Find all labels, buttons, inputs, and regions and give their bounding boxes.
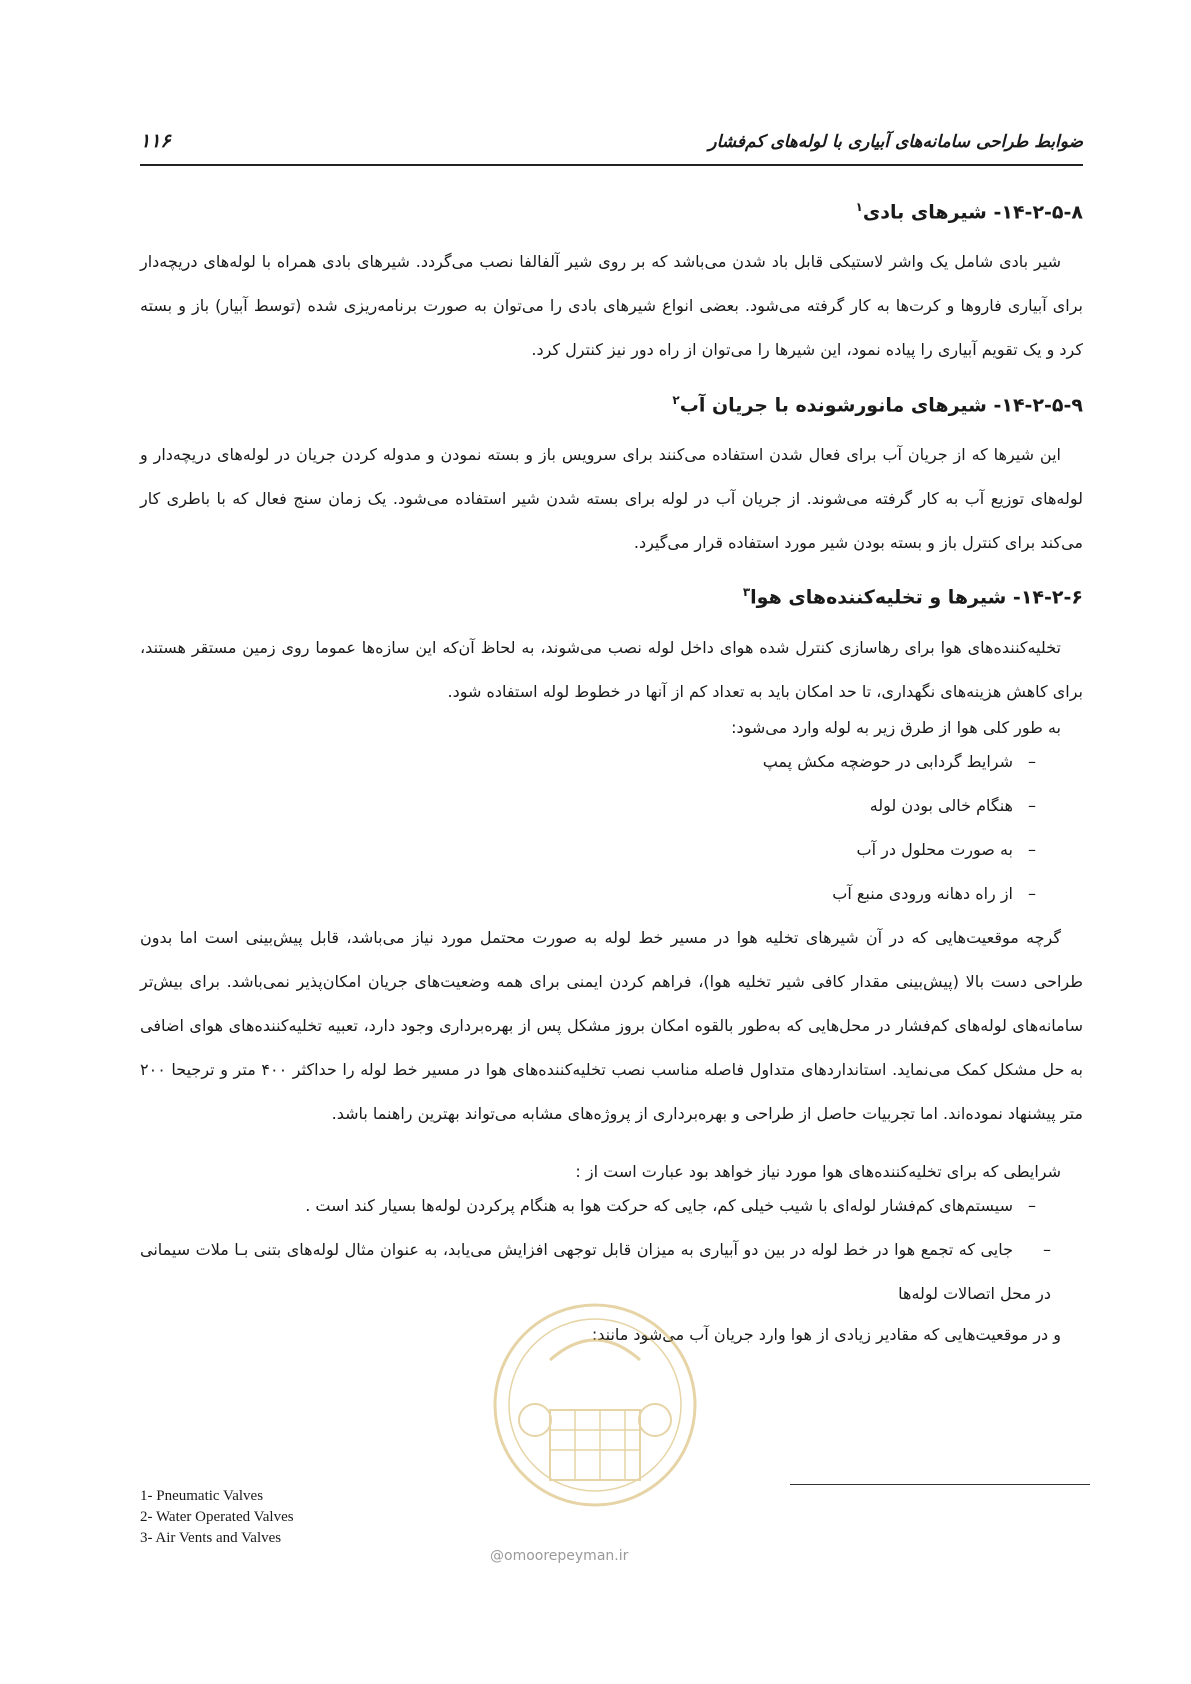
running-title: ضوابط طراحی سامانه‌های آبیاری با لوله‌های کم‌فشار: [708, 132, 1083, 152]
air-entry-intro: به طور کلی هوا از طرق زیر به لوله وارد می‌شود:: [731, 718, 1061, 737]
at-icon: @: [490, 1548, 504, 1564]
paragraph-water-operated-valves: این شیرها که از جریان آب برای فعال شدن استفاده می‌کنند برای سرویس باز و بسته نمودن و مدوله کردن جریان در لوله‌های دریچه‌دار و لوله‌های توزیع آب به کار گرفته می‌شوند. از جریان آب در لوله برای بسته شدن شیر استفاده می‌شود. یک زمان سنج فعال که با باطری کار می‌کند برای کنترل باز و بسته بودن شیر مورد استفاده قرار می‌گیرد.: [140, 445, 1083, 552]
paragraph-air-valve-placement: گرچه موقعیت‌هایی که در آن شیرهای تخلیه هوا در مسیر خط لوله به صورت محتمل مورد نیاز می‌باشد، قابل پیش‌بینی است اما بدون طراحی دست بالا (پیش‌بینی مقدار کافی شیر تخلیه هوا)، فراهم کردن ایمنی برای همه وضعیت‌های جریان امکان‌پذیر نمی‌باشد. برای بیش‌تر سامانه‌های لوله‌های کم‌فشار در محل‌هایی که به‌طور بالقوه امکان بروز مشکل پس از بهره‌برداری وجود دارد، تعبیه تخلیه‌کننده‌های هوای اضافی به حل مشکل کمک می‌نماید. استانداردهای متداول فاصله مناسب نصب تخلیه‌کننده‌های هوا در مسیر خط لوله را حداکثر ۴۰۰ متر و ترجیحا ۲۰۰ متر پیشنهاد نموده‌اند. اما تجربیات حاصل از طراحی و بهره‌برداری از پروژه‌های مشابه می‌تواند بهترین راهنما باشد.: [140, 928, 1084, 1123]
section-heading-air-vents: ۱۴-۲-۶- شیرها و تخلیه‌کننده‌های هوا$^۳$: [742, 585, 1083, 609]
list-item: –سیستم‌های کم‌فشار لوله‌ای با شیب خیلی کم، جایی که حرکت هوا به هنگام پرکردن لوله‌ها بسیار کند است .: [305, 1196, 1036, 1215]
running-header: [140, 128, 1083, 166]
list-item: –جایی که تجمع هوا در خط لوله در بین دو آبیاری به میزان قابل توجهی افزایش می‌یابد، به عنوان مثال لوله‌های بتنی بـا ملات سیمانی در محل اتصالات لوله‌ها: [140, 1240, 1051, 1303]
watermark-url: @omoorepeyman.ir: [490, 1548, 629, 1564]
list-item: –به صورت محلول در آب: [856, 840, 1036, 859]
footnote-ref: ۳: [742, 585, 751, 599]
footnote-item: 2- Water Operated Valves: [140, 1509, 294, 1525]
footnote-ref: ۱: [855, 200, 863, 214]
list-item: –هنگام خالی بودن لوله: [869, 796, 1036, 815]
paragraph-air-vents: تخلیه‌کننده‌های هوا برای رهاسازی کنترل شده هوای داخل لوله نصب می‌شوند، به لحاظ آن‌که این سازه‌ها عموما روی زمین مستقر هستند، برای کاهش هزینه‌های نگهداری، تا حد امکان باید به تعداد کم از آنها در خطوط لوله استفاده شود.: [140, 638, 1083, 701]
footnotes: [140, 1486, 294, 1549]
section-heading-pneumatic-valves: ۱۴-۲-۵-۸- شیرهای بادی$^۱$: [855, 200, 1083, 224]
list-item: –شرایط گردابی در حوضچه مکش پمپ: [762, 752, 1036, 771]
watermark-logo: [480, 1290, 710, 1530]
conditions-intro: شرایطی که برای تخلیه‌کننده‌های هوا مورد نیاز خواهد بود عبارت است از :: [575, 1162, 1061, 1181]
list-item: –از راه دهانه ورودی منبع آب: [832, 884, 1036, 903]
footnote-ref: ۲: [672, 393, 680, 407]
footnote-item: 1- Pneumatic Valves: [140, 1488, 264, 1504]
paragraph-pneumatic-valves: شیر بادی شامل یک واشر لاستیکی قابل باد شدن می‌باشد که بر روی شیر آلفالفا نصب می‌گردد. شیرهای بادی همراه با لوله‌های دریچه‌دار برای آبیاری فاروها و کرت‌ها به کار گرفته می‌شود. بعضی انواع شیرهای بادی را می‌توان به صورت برنامه‌ریزی شده (توسط آبیار) باز و بسته کرد و یک تقویم آبیاری را پیاده نمود، این شیرها را می‌توان از راه دور نیز کنترل کرد.: [140, 252, 1083, 359]
footnote-divider: [790, 1484, 1090, 1485]
footnote-item: 3- Air Vents and Valves: [140, 1530, 282, 1546]
section-heading-water-operated-valves: ۱۴-۲-۵-۹- شیرهای مانورشونده با جریان آب$^۲$: [672, 393, 1083, 417]
page-number: ۱۱۶: [140, 130, 171, 152]
closing-line: و در موقعیت‌هایی که مقادیر زیادی از هوا وارد جریان آب می‌شود مانند:: [591, 1325, 1061, 1344]
